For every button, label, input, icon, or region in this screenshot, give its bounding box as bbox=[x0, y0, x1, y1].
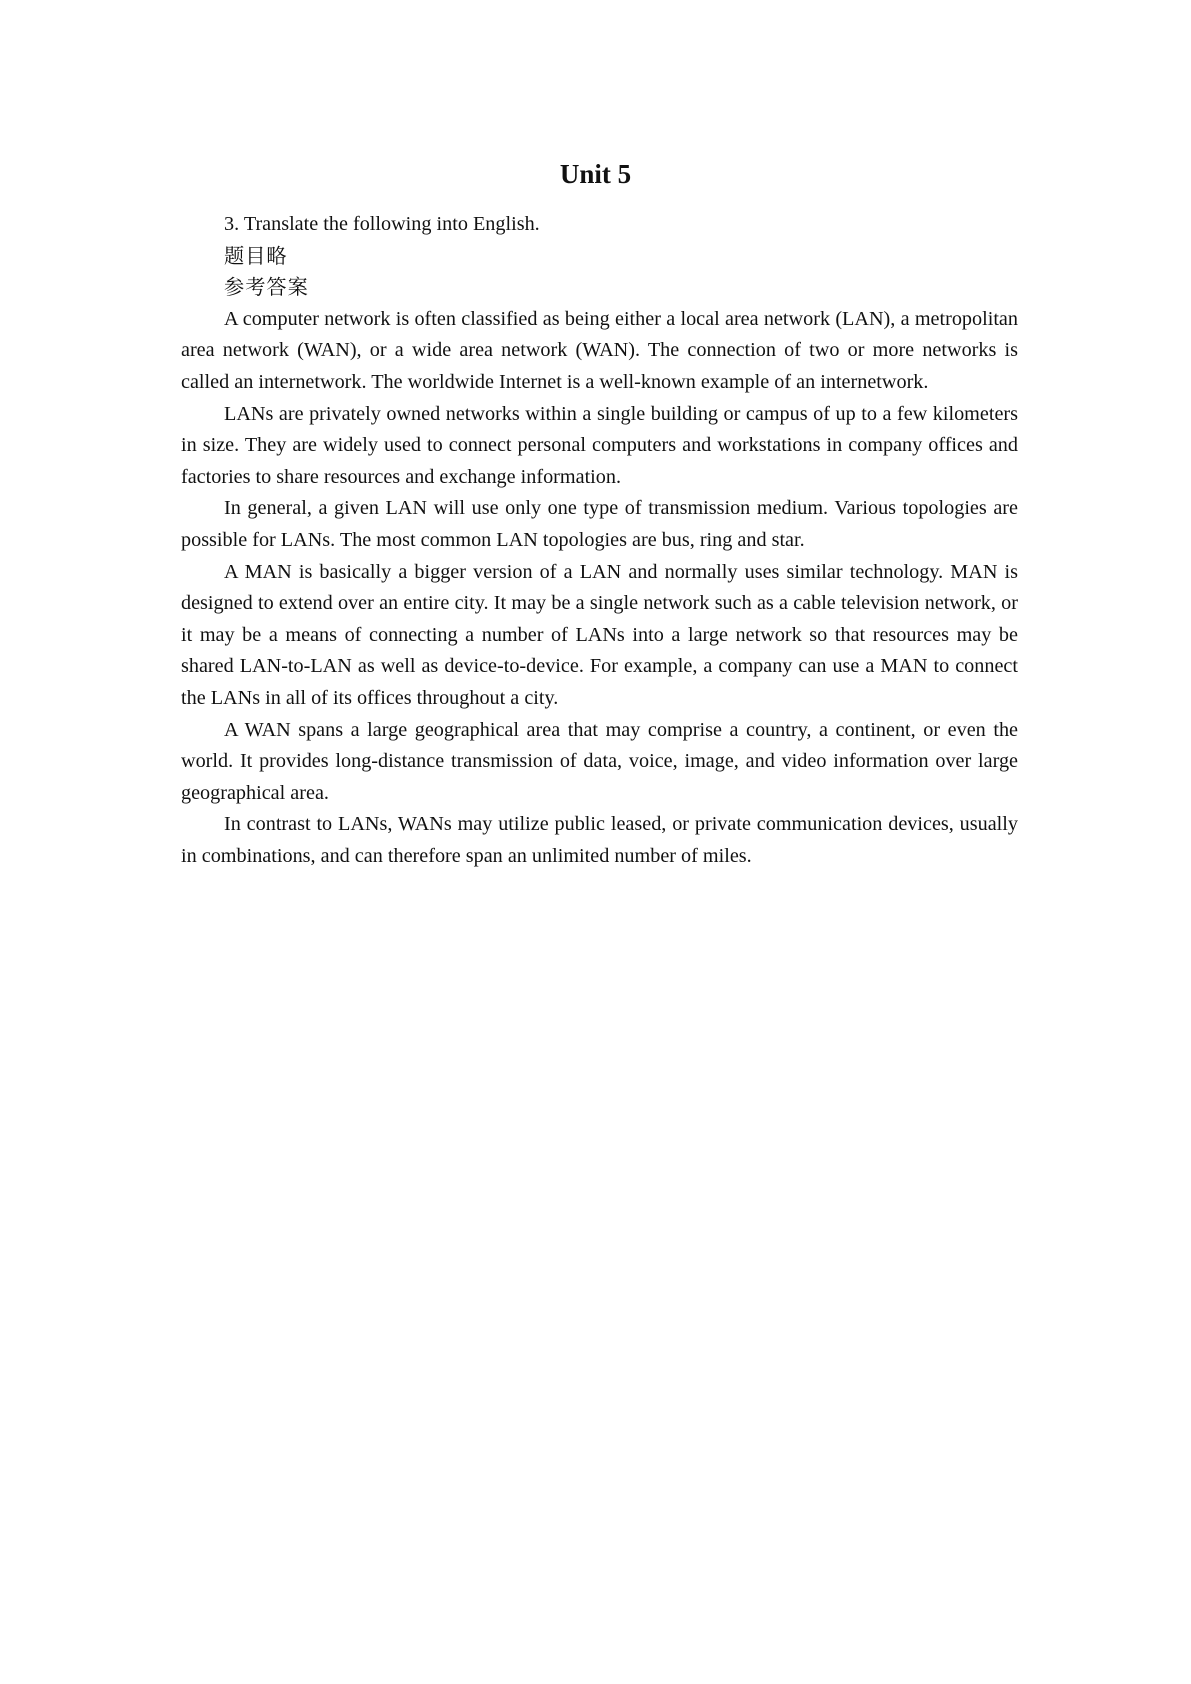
answer-paragraph: In contrast to LANs, WANs may utilize public leased, or private communication devices, usually in combinations, and can therefore span an unlimited number of miles. bbox=[181, 813, 1018, 867]
exercise-instruction: 3. Translate the following into English. bbox=[224, 213, 540, 235]
question-omitted-note: 题目略 bbox=[224, 243, 288, 268]
document-body bbox=[181, 209, 1018, 872]
answer-paragraph: A WAN spans a large geographical area that may comprise a country, a continent, or even the world. It provides long-distance transmission of data, voice, image, and video information over large geographical area. bbox=[181, 718, 1018, 804]
answer-paragraph: A computer network is often classified as being either a local area network (LAN), a metropolitan area network (WAN), or a wide area network (WAN). The connection of two or more networks is called an internetwork. The worldwide Internet is a well-known example of an internetwork. bbox=[181, 307, 1018, 393]
reference-answer-label: 参考答案 bbox=[224, 275, 309, 300]
answer-paragraph: A MAN is basically a bigger version of a LAN and normally uses similar technology. MAN is designed to extend over an entire city. It may be a single network such as a cable television network, or it may be a means of connecting a number of LANs into a large network so that resources may be shared LAN-to-LAN as well as device-to-device. For example, a company can use a MAN to connect the LANs in all of its offices throughout a city. bbox=[181, 560, 1018, 709]
answer-paragraph: In general, a given LAN will use only one type of transmission medium. Various topologies are possible for LANs. The most common LAN topologies are bus, ring and star. bbox=[181, 497, 1018, 551]
page-title: Unit 5 bbox=[559, 159, 632, 189]
answer-paragraph: LANs are privately owned networks within a single building or campus of up to a few kilometers in size. They are widely used to connect personal computers and workstations in company offices and factories to share resources and exchange information. bbox=[181, 402, 1018, 488]
